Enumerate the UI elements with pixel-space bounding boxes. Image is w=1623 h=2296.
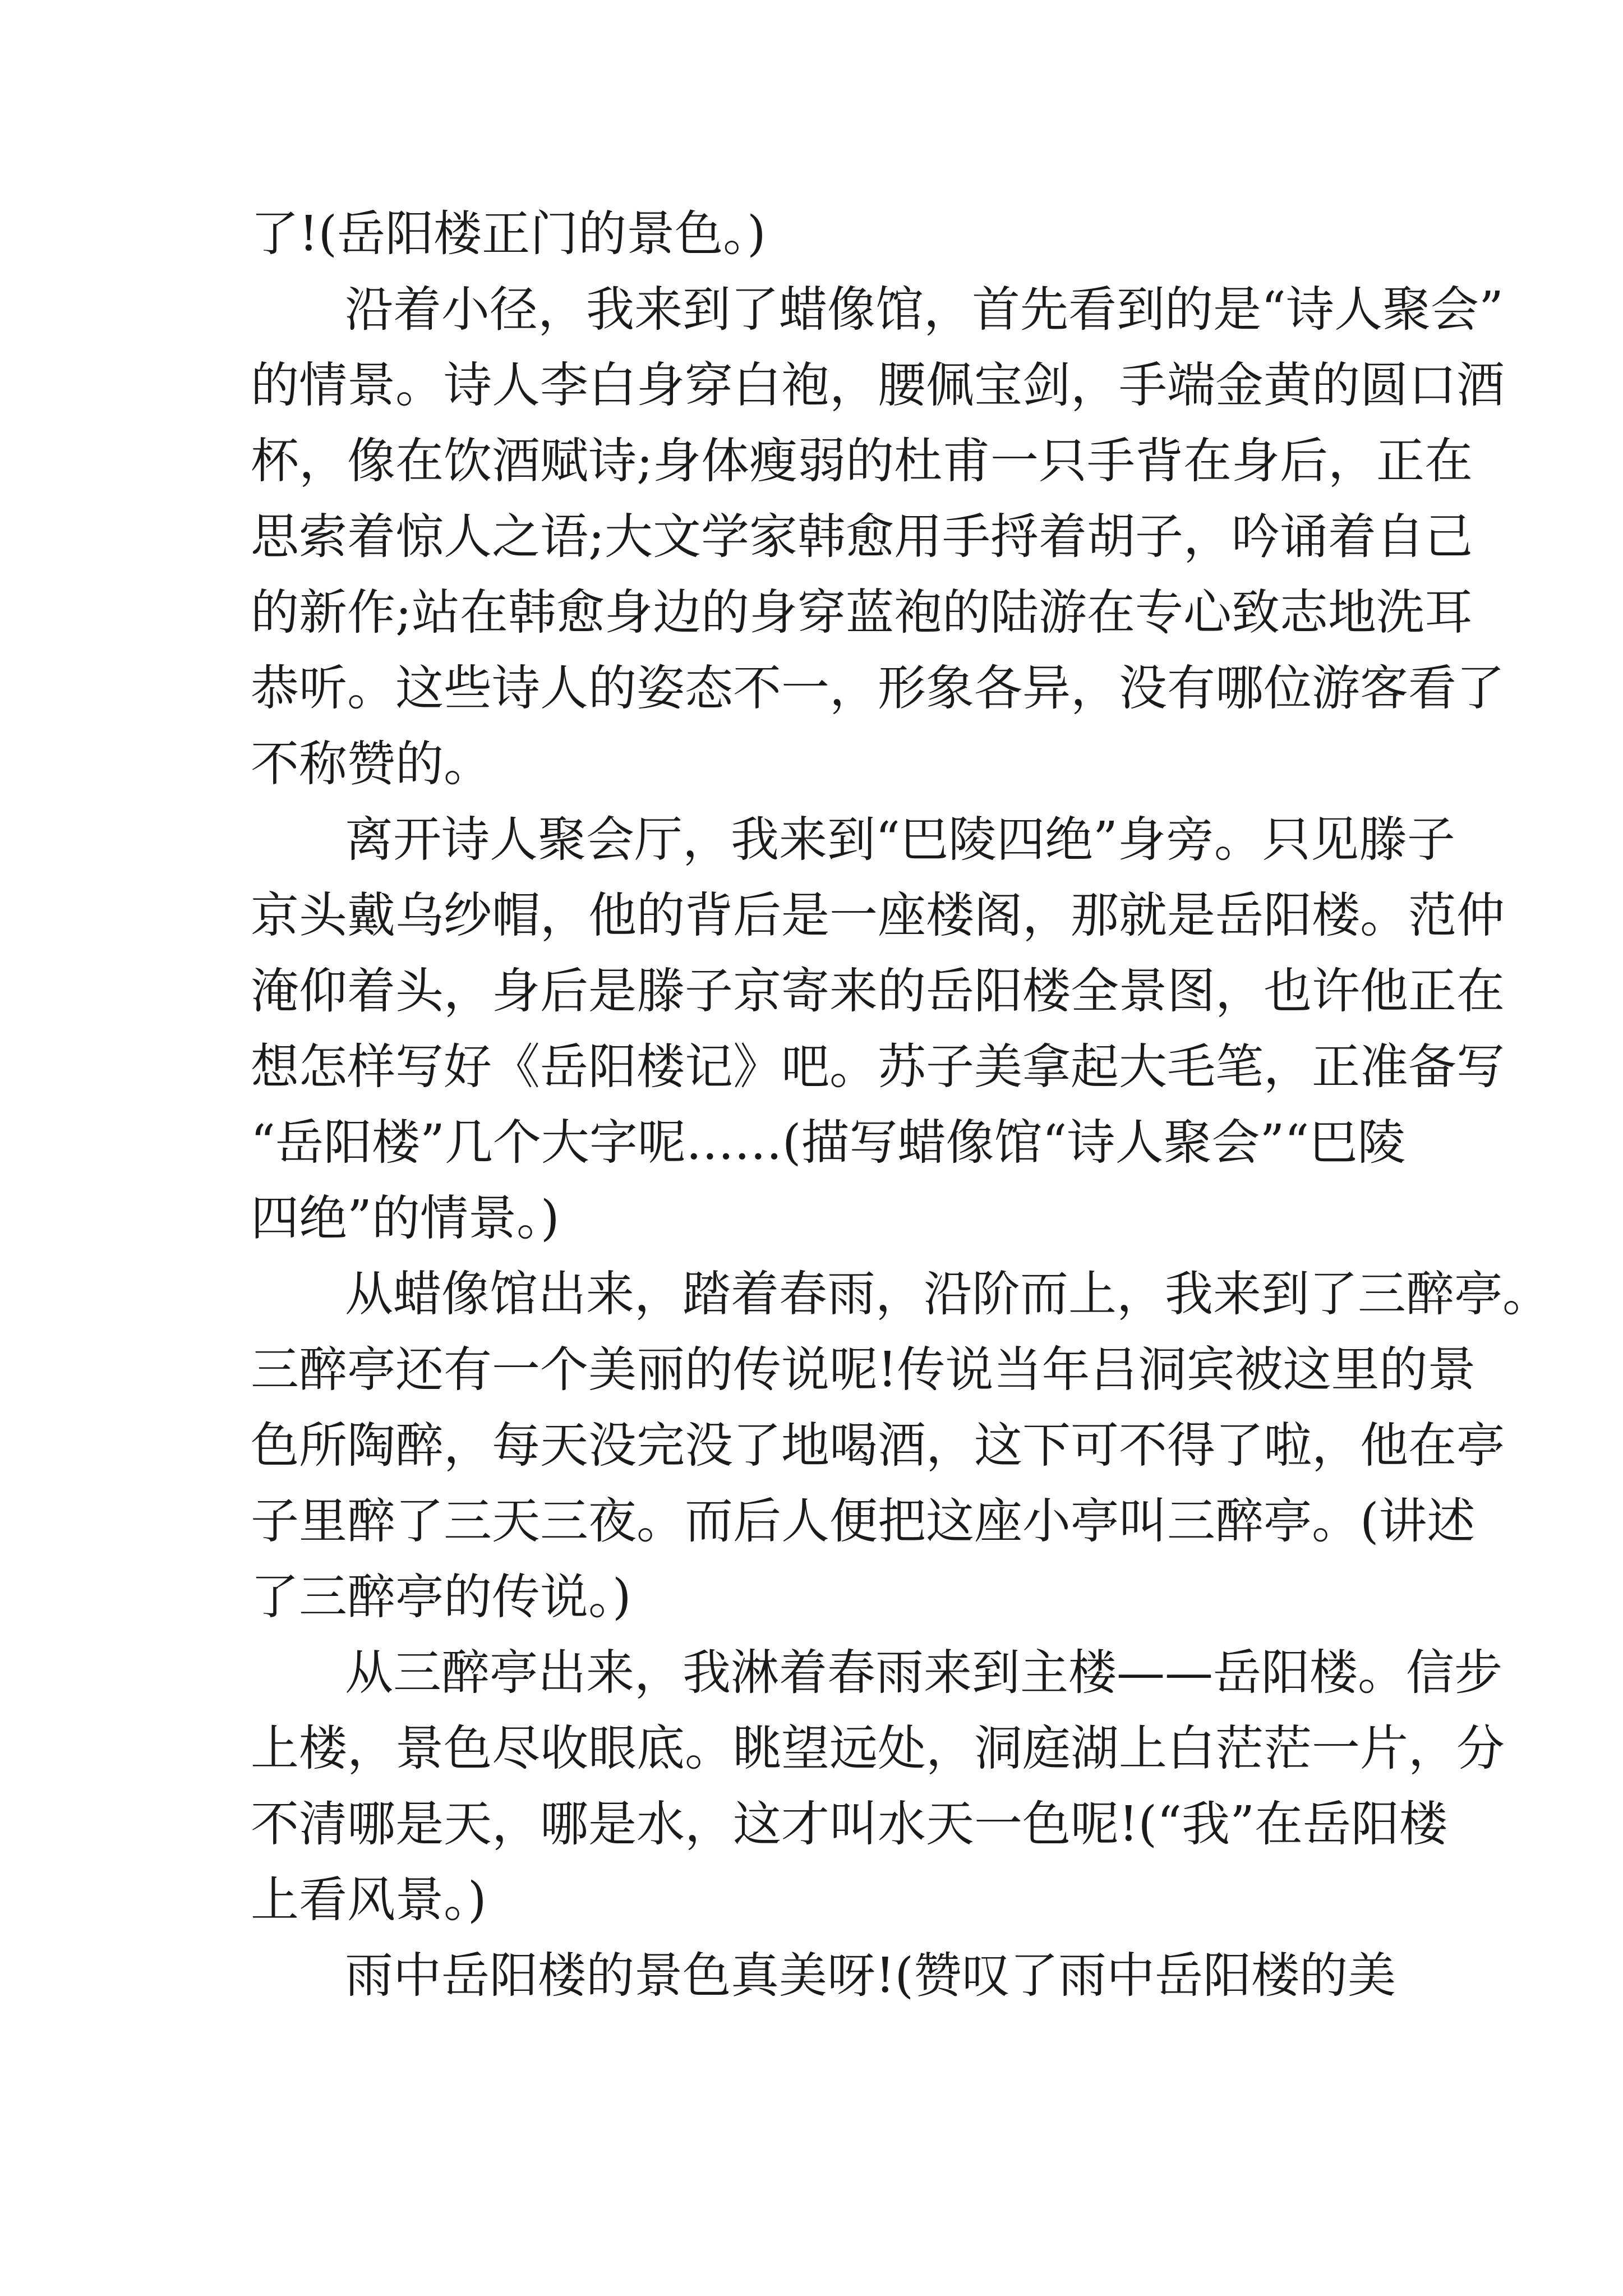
text-line-20: 从三醉亭出来，我淋着春雨来到主楼——岳阳楼。信步 — [345, 1645, 1502, 1701]
text-line-12: 想怎样写好《岳阳楼记》吧。苏子美拿起大毛笔，正准备写 — [251, 1039, 1505, 1095]
text-line-10: 京头戴乌纱帽，他的背后是一座楼阁，那就是岳阳楼。范仲 — [251, 887, 1505, 944]
text-line-6: 的新作;站在韩愈身边的身穿蓝袍的陆游在专心致志地洗耳 — [251, 585, 1473, 641]
text-line-23: 上看风景。) — [251, 1872, 487, 1928]
text-line-2: 沿着小径，我来到了蜡像馆，首先看到的是“诗人聚会” — [345, 282, 1504, 338]
text-line-13: “岳阳楼”几个大字呢……(描写蜡像馆“诗人聚会”“巴陵 — [251, 1115, 1406, 1171]
text-line-22: 不清哪是天，哪是水，这才叫水天一色呢!(“我”在岳阳楼 — [251, 1796, 1448, 1852]
text-line-14: 四绝”的情景。) — [251, 1190, 560, 1246]
text-line-11: 淹仰着头，身后是滕子京寄来的岳阳楼全景图，也许他正在 — [251, 963, 1505, 1019]
text-line-15: 从蜡像馆出来，踏着春雨，沿阶而上，我来到了三醉亭。 — [345, 1266, 1551, 1322]
text-line-24: 雨中岳阳楼的景色真美呀!(赞叹了雨中岳阳楼的美 — [345, 1948, 1396, 2004]
text-line-18: 子里醉了三天三夜。而后人便把这座小亭叫三醉亭。(讲述 — [251, 1493, 1476, 1549]
text-line-4: 杯，像在饮酒赋诗;身体瘦弱的杜甫一只手背在身后，正在 — [251, 433, 1473, 489]
text-line-7: 恭听。这些诗人的姿态不一，形象各异，没有哪位游客看了 — [251, 660, 1505, 716]
text-line-19: 了三醉亭的传说。) — [251, 1569, 631, 1625]
text-line-21: 上楼，景色尽收眼底。眺望远处，洞庭湖上白茫茫一片，分 — [251, 1720, 1505, 1777]
text-line-1: 了!(岳阳楼正门的景色。) — [251, 206, 766, 262]
text-line-16: 三醉亭还有一个美丽的传说呢!传说当年吕洞宾被这里的景 — [251, 1342, 1476, 1398]
text-line-5: 思索着惊人之语;大文学家韩愈用手捋着胡子，吟诵着自己 — [251, 509, 1473, 565]
text-line-17: 色所陶醉，每天没完没了地喝酒，这下可不得了啦，他在亭 — [251, 1418, 1505, 1474]
text-line-8: 不称赞的。 — [251, 736, 492, 792]
text-line-3: 的情景。诗人李白身穿白袍，腰佩宝剑，手端金黄的圆口酒 — [251, 357, 1505, 413]
text-line-9: 离开诗人聚会厅，我来到“巴陵四绝”身旁。只见滕子 — [345, 812, 1455, 868]
